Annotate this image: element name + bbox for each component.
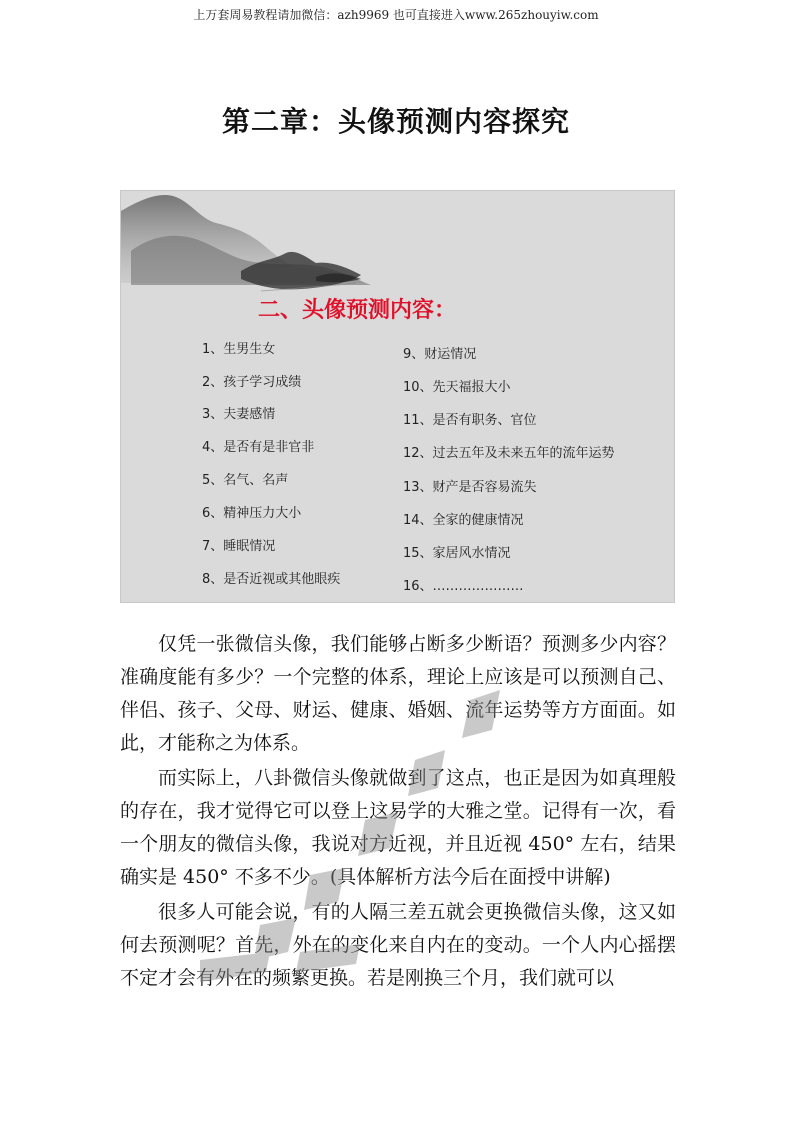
list-item: 7、睡眠情况	[202, 539, 276, 554]
slide-title: 二、头像预测内容：	[258, 298, 457, 323]
paragraph: 很多人可能会说，有的人隔三差五就会更换微信头像，这又如何去预测呢？首先，外在的变化来自内在的变动。一个人内心摇摆不定才会有外在的频繁更换。若是刚换三个月，我们就可以	[120, 901, 676, 989]
list-item: 2、孩子学习成绩	[202, 375, 302, 390]
list-item: 4、是否有是非官非	[202, 440, 315, 455]
list-item: 13、财产是否容易流失	[403, 480, 537, 495]
list-item: 10、先天福报大小	[403, 380, 511, 395]
list-item: 15、家居风水情况	[403, 546, 511, 561]
list-item: 16、…………………	[403, 579, 524, 594]
list-item: 8、是否近视或其他眼疾	[202, 572, 341, 587]
list-item: 12、过去五年及未来五年的流年运势	[403, 446, 615, 461]
chapter-title: 第二章：头像预测内容探究	[221, 105, 570, 138]
list-item: 9、财运情况	[403, 347, 477, 362]
page-header: 上万套周易教程请加微信：azh9969 也可直接进入www.265zhouyiw.com	[193, 8, 599, 22]
list-item: 11、是否有职务、官位	[403, 413, 537, 428]
list-item: 6、精神压力大小	[202, 506, 302, 521]
paragraph: 而实际上，八卦微信头像就做到了这点，也正是因为如真理般的存在，我才觉得它可以登上这易学的大雅之堂。记得有一次，看一个朋友的微信头像，我说对方近视，并且近视 450° 左右，结果确实是 450° 不多不少。(具体解析方法今后在面授中讲解)	[120, 767, 676, 888]
list-item: 3、夫妻感情	[202, 407, 276, 422]
paragraph: 仅凭一张微信头像，我们能够占断多少断语？预测多少内容？准确度能有多少？一个完整的体系，理论上应该是可以预测自己、伴侣、孩子、父母、财运、健康、婚姻、流年运势等方方面面。如此，才能称之为体系。	[120, 633, 676, 754]
body-text	[120, 628, 676, 997]
list-item: 14、全家的健康情况	[403, 513, 524, 528]
list-item: 1、生男生女	[202, 342, 276, 357]
list-item: 5、名气、名声	[202, 473, 289, 488]
slide-image	[120, 190, 675, 603]
